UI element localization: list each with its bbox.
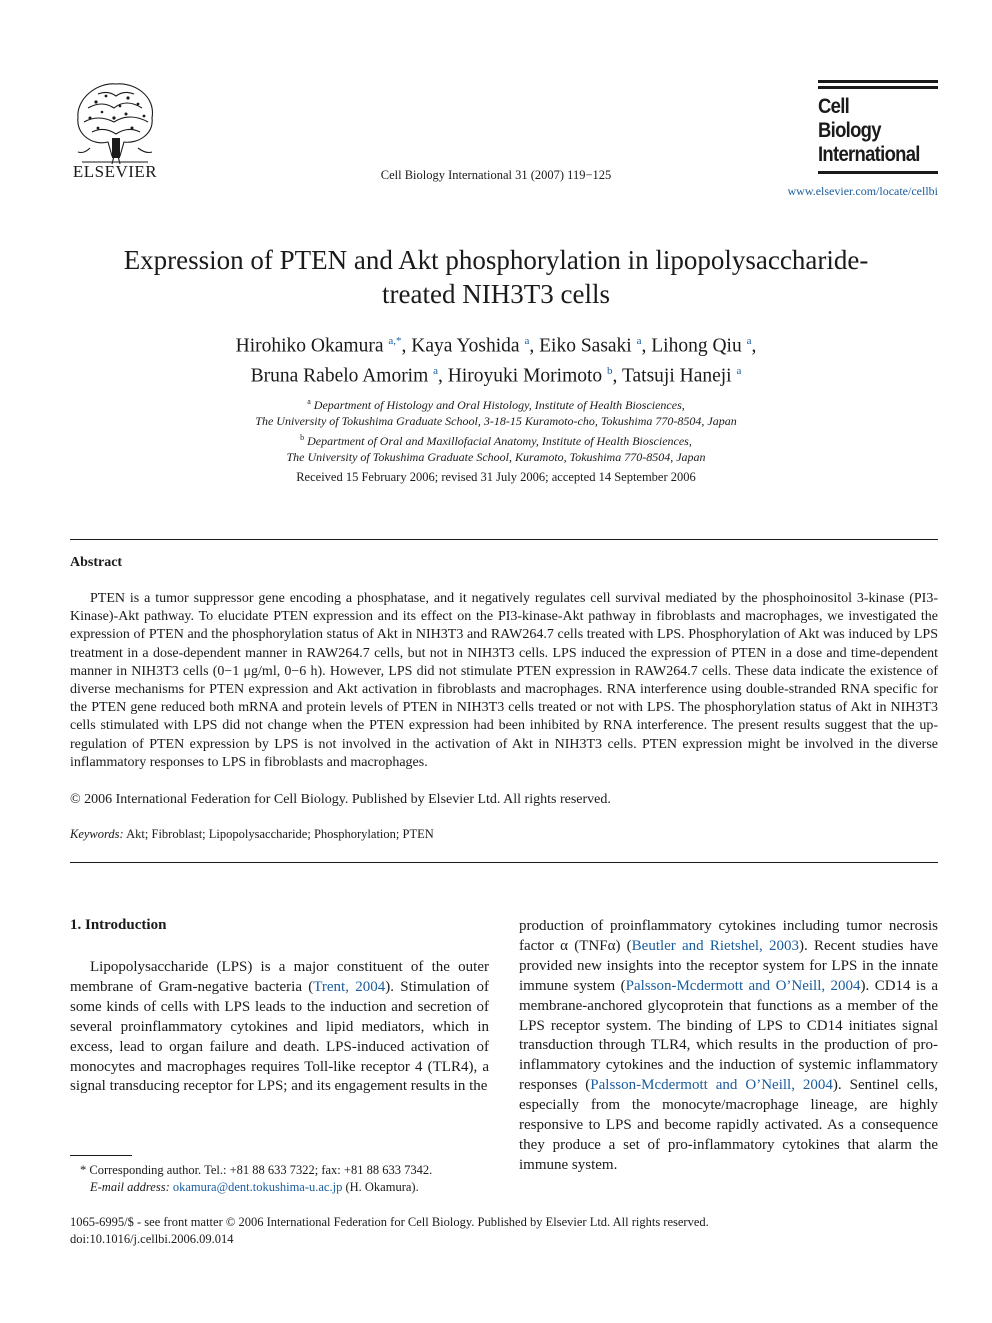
article-title: Expression of PTEN and Akt phosphorylation in lipopolysaccharide-treated NIH3T3 cells: [123, 245, 869, 309]
author-affil-link[interactable]: b: [607, 364, 613, 377]
author-affil-link[interactable]: a: [524, 335, 530, 347]
journal-url-link[interactable]: www.elsevier.com/locate/cellbi: [787, 184, 938, 198]
section-heading: 1. Introduction: [70, 917, 167, 933]
author: Kaya Yoshida: [411, 335, 520, 357]
affiliation-line: Department of Oral and Maxillofacial Anatomy, Institute of Health Biosciences,: [307, 433, 692, 448]
intro-right-column: production of proinflammatory cytokines including tumor necrosis factor α (TNFα) (Beutler and Rietshel, 2003). Recent studies have provided new insights into the receptor system for LPS in the innate immune system (Palsson-Mcdermott and O’Neill, 2004). CD14 is a membrane-anchored glycoprotein that functions as a member of the LPS receptor system. The binding of LPS to CD14 initiates signal transduction through TLR4, which results in the production of pro-inflammatory cytokines and the induction of systemic inflammatory responses (Palsson-Mcdermott and O’Neill, 2004). Sentinel cells, especially from the monocyte/macrophage lineage, are highly responsive to LPS and become rapidly activated. As a consequence they produce a set of pro-inflammatory cytokines that alarm the immune system.: [519, 918, 939, 1173]
author-affil-link[interactable]: a: [433, 364, 439, 377]
citation-link[interactable]: Palsson-Mcdermott and O’Neill, 2004: [590, 1077, 833, 1094]
author-affil-link[interactable]: a: [746, 335, 752, 347]
email-link[interactable]: okamura@dent.tokushima-u.ac.jp: [172, 1179, 343, 1194]
affiliation-line: The University of Tokushima Graduate School, 3-18-15 Kuramoto-cho, Tokushima 770-8504, Japan: [255, 414, 737, 429]
journal-reference: Cell Biology International 31 (2007) 119−125: [380, 168, 612, 182]
brand-line-1: Cell: [818, 95, 850, 118]
author-list: Hirohiko Okamura $^{a,*}$, Kaya Yoshida $^a$, Eiko Sasaki $^a$, Lihong Qiu $^a$, Bruna Rabelo Amorim $^a$, Hiroyuki Morimoto $^b$, Tatsuji Haneji $^a$: [235, 335, 757, 386]
keywords: [70, 827, 434, 842]
author: Hiroyuki Morimoto: [447, 365, 603, 386]
author-affil-link[interactable]: a: [736, 364, 742, 377]
abstract-heading: Abstract: [70, 555, 123, 570]
affiliations: $^a$ Department of Histology and Oral Histology, Institute of Health Biosciences, The University of Tokushima Graduate School, 3-18-15 Kuramoto-cho, Tokushima 770-8504, Japan $^b$ Department of Oral and Maxillofacial Anatomy, Institute of Health Biosciences, The University of Tokushima Graduate School, Kuramoto, Tokushima 770-8504, Japan: [100, 394, 892, 466]
brand-line-2: Biology: [818, 119, 881, 142]
corresponding-author: * Corresponding author. Tel.: +81 88 633 7322; fax: +81 88 633 7342.: [80, 1163, 433, 1177]
footnote: * Corresponding author. Tel.: +81 88 633 7322; fax: +81 88 633 7342. E-mail address: okamura@dent.tokushima-u.ac.jp (H. Okamura).: [70, 1162, 489, 1195]
publisher-name: ELSEVIER: [72, 162, 158, 181]
front-matter: [70, 1214, 709, 1248]
author: Lihong Qiu: [651, 335, 742, 357]
doi-line[interactable]: doi:10.1016/j.cellbi.2006.09.014: [70, 1232, 234, 1246]
citation-link[interactable]: Trent, 2004: [313, 978, 386, 995]
brand-line-3: International: [818, 143, 920, 166]
footnote-divider: [70, 1155, 132, 1156]
email-label: E-mail address:: [90, 1179, 170, 1194]
elsevier-logo: [68, 78, 162, 182]
author: Bruna Rabelo Amorim: [250, 365, 429, 386]
received-dates: Received 15 February 2006; revised 31 July 2006; accepted 14 September 2006: [296, 470, 696, 484]
divider: [70, 539, 938, 540]
author: Tatsuji Haneji: [621, 365, 732, 386]
divider: [70, 862, 938, 863]
keywords-label: Keywords:: [70, 827, 124, 841]
issn-line: 1065-6995/$ - see front matter © 2006 International Federation for Cell Biology. Published by Elsevier Ltd. All rights reserved.: [70, 1215, 709, 1229]
copyright-line: © 2006 International Federation for Cell Biology. Published by Elsevier Ltd. All rights reserved.: [70, 792, 611, 807]
keywords-value: Akt; Fibroblast; Lipopolysaccharide; Phosphorylation; PTEN: [126, 827, 434, 841]
author-affil-link[interactable]: a: [636, 335, 642, 347]
abstract-text: PTEN is a tumor suppressor gene encoding a phosphatase, and it negatively regulates cell survival mediated by the phosphoinositol 3-kinase (PI3-Kinase)-Akt pathway. To elucidate PTEN expression and its effect on the PI3-kinase-Akt pathway in fibroblasts and macrophages, we investigated the expression of PTEN and the phosphorylation status of Akt in NIH3T3 and RAW264.7 cells treated with LPS. Phosphorylation of Akt was induced by LPS treatment in a dose-dependent manner in RAW264.7 cells, but not in NIH3T3 cells. LPS induced the expression of PTEN in a dose and time-dependent manner in NIH3T3 cells (0−1 μg/ml, 0−6 h). However, LPS did not stimulate PTEN expression in RAW264.7 cells. These data indicate the existence of diverse mechanisms for PTEN expression and Akt activation in fibroblasts and macrophages. RNA interference using double-stranded RNA specific for the PTEN gene reduced both mRNA and protein levels of PTEN in NIH3T3 cells treated or not with LPS. The phosphorylation status of Akt in NIH3T3 cells stimulated with LPS did not change when the PTEN expression had been inhibited by RNA interference. The present results suggest that the up-regulation of PTEN expression by LPS is not involved in the activation of Akt in NIH3T3 cells. PTEN expression might be involved in the diverse inflammatory responses to LPS in fibroblasts and macrophages.: [70, 591, 938, 770]
citation-link[interactable]: Palsson-Mcdermott and O’Neill, 2004: [625, 977, 861, 994]
author: Eiko Sasaki: [539, 335, 632, 357]
author-affil-link[interactable]: a,*: [388, 335, 402, 347]
affiliation-line: Department of Histology and Oral Histology, Institute of Health Biosciences,: [313, 398, 685, 412]
journal-brand: [818, 80, 938, 177]
author: Hirohiko Okamura: [235, 335, 384, 357]
citation-link[interactable]: Beutler and Rietshel, 2003: [631, 937, 800, 954]
affiliation-line: The University of Tokushima Graduate School, Kuramoto, Tokushima 770-8504, Japan: [286, 450, 706, 465]
intro-left-column: Lipopolysaccharide (LPS) is a major constituent of the outer membrane of Gram-negative bacteria (Trent, 2004). Stimulation of some kinds of cells with LPS leads to the induction and secretion of several proinflammatory cytokines and lipid mediators, which in excess, lead to organ failure and death. LPS-induced activation of monocytes and macrophages requires Toll-like receptor 4 (TLR4), a signal transducing receptor for LPS; and its engagement results in the: [70, 959, 489, 1095]
